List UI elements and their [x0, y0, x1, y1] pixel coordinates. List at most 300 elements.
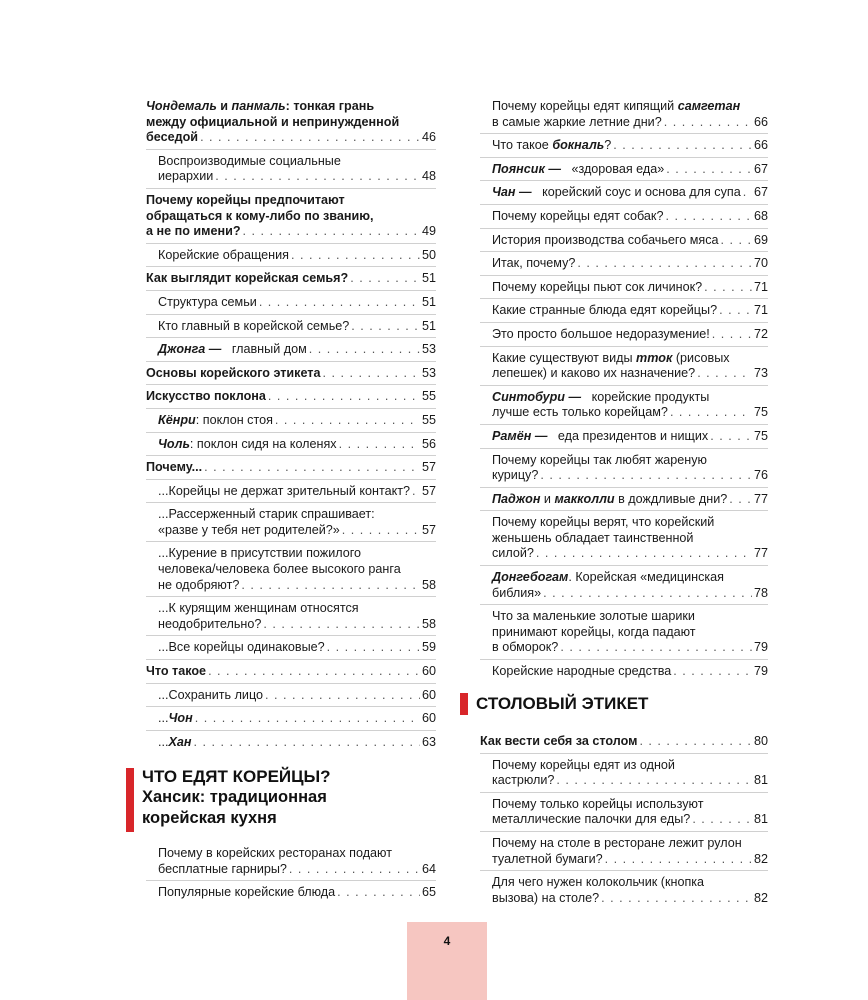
dot-leader [265, 688, 420, 704]
toc-entry [480, 566, 768, 605]
dot-leader [322, 366, 420, 382]
dot-leader [639, 734, 752, 750]
toc-page-number: 81 [753, 773, 768, 788]
toc-entry [146, 338, 436, 362]
toc-entry-text: Искусство поклона [146, 389, 266, 404]
section-subtitle-line-1: Хансик: традиционная [142, 788, 327, 806]
toc-page-number: 57 [421, 483, 436, 498]
toc-page-number: 57 [421, 522, 436, 537]
toc-entry-line [158, 640, 436, 656]
toc-entry-line [146, 389, 436, 405]
toc-entry [146, 480, 436, 504]
toc-entry-text: Это просто большое недоразумение! [492, 326, 710, 341]
toc-entry-text: Почему корейцы так любят жареную [492, 452, 707, 467]
toc-entry-line [492, 640, 768, 656]
toc-entry [146, 684, 436, 708]
toc-page-number: 78 [753, 585, 768, 600]
dot-leader [350, 271, 420, 287]
toc-entry-text: «здоровая еда» [560, 161, 665, 176]
toc-entry [146, 362, 436, 386]
toc-entry-text: лепешек) и каково их назначение? [492, 366, 696, 381]
dot-leader [200, 130, 420, 146]
toc-entry [146, 409, 436, 433]
dot-leader [719, 303, 752, 319]
toc-entry-line [146, 209, 436, 225]
toc-entry-line [158, 319, 436, 335]
toc-entry [146, 267, 436, 291]
dot-leader [692, 812, 752, 828]
toc-entry-line [158, 507, 436, 523]
dot-leader [556, 773, 752, 789]
toc-entry-text: женьшень обладает таинственной [492, 530, 694, 545]
toc-entry-text: Почему корейцы едят кипящий [492, 99, 678, 113]
toc-entry-text: Почему корейцы пьют сок личинок? [492, 279, 703, 294]
dot-leader [339, 437, 420, 453]
dot-leader [729, 492, 752, 508]
toc-entry-line [492, 836, 768, 852]
toc-entry-text: самгетан [677, 99, 741, 113]
section-marker [460, 693, 468, 715]
toc-entry-text: вызова) на столе? [492, 890, 600, 905]
section-marker [126, 768, 134, 832]
toc-entry-line [492, 185, 768, 201]
dot-leader [673, 664, 752, 680]
toc-entry [146, 731, 436, 754]
toc-entry-line [492, 115, 768, 131]
toc-entry-text: Почему на столе в ресторане лежит рулон [492, 835, 742, 850]
toc-entry-text: кастрюли? [492, 773, 555, 788]
dot-leader [263, 617, 420, 633]
toc-entry-text: металлические палочки для еды? [492, 812, 691, 827]
toc-entry [480, 386, 768, 425]
toc-entry [146, 542, 436, 597]
toc-entry [146, 597, 436, 636]
toc-entry-line [158, 342, 436, 358]
dot-leader [309, 342, 420, 358]
toc-entry-text: в самые жаркие летние дни? [492, 114, 662, 129]
toc-entry-line [492, 138, 768, 154]
toc-page-number: 58 [421, 616, 436, 631]
dot-leader [613, 138, 752, 154]
toc-page-number: 82 [753, 890, 768, 905]
toc-entry [480, 832, 768, 871]
toc-entry-text: Чан — [492, 185, 532, 200]
toc-entry-line [146, 664, 436, 680]
toc-entry-line [492, 664, 768, 680]
dot-leader [721, 233, 752, 249]
toc-page-number: 53 [421, 365, 436, 380]
toc-page-number: 75 [753, 428, 768, 443]
toc-entry-line [492, 256, 768, 272]
toc-entry-line [492, 99, 768, 115]
toc-entry-line [146, 99, 436, 115]
toc-table-list [480, 730, 768, 909]
dot-leader [208, 664, 420, 680]
toc-entry-line [492, 609, 768, 625]
toc-entry-line [492, 233, 768, 249]
toc-entry-line [492, 515, 768, 531]
toc-entry-text: : тонкая грань [285, 99, 375, 113]
dot-leader [289, 862, 420, 878]
toc-entry-line [158, 562, 436, 578]
dot-leader [327, 640, 420, 656]
toc-entry-text: Как вести себя за столом [480, 734, 638, 748]
toc-entry-text: Почему корейцы верят, что корейский [492, 515, 715, 530]
toc-entry-text: Что такое [146, 664, 207, 679]
toc-entry-text: библия» [492, 585, 542, 600]
toc-page-number: 49 [421, 224, 436, 239]
toc-entry [146, 881, 436, 904]
dot-leader [712, 327, 752, 343]
dot-leader [194, 735, 420, 751]
dot-leader [536, 546, 752, 562]
toc-entry-text: Синтобури — [492, 389, 582, 404]
toc-page-number: 72 [753, 326, 768, 341]
toc-entry-line [492, 773, 768, 789]
toc-entry-line [492, 303, 768, 319]
toc-entry-line [158, 617, 436, 633]
toc-entry-line [480, 734, 768, 750]
toc-entry-text: еда президентов и нищих [547, 428, 709, 443]
toc-entry-text: : поклон стоя [195, 412, 273, 427]
toc-entry-text: между официальной и непринужденной [146, 114, 400, 129]
dot-leader [704, 280, 752, 296]
toc-entry [146, 385, 436, 409]
toc-entry-line [492, 405, 768, 421]
toc-entry-text: курицу? [492, 468, 539, 483]
toc-entry-text: Для чего нужен колокольчик (кнопка [492, 875, 705, 890]
toc-entry-line [492, 570, 768, 586]
toc-page-number: 60 [421, 687, 436, 702]
toc-entry [480, 323, 768, 347]
toc-entry [146, 433, 436, 457]
toc-entry-line [158, 295, 436, 311]
toc-entry [480, 660, 768, 683]
dot-leader [664, 115, 752, 131]
toc-entry-line [158, 413, 436, 429]
dot-leader [259, 295, 420, 311]
toc-entry-line [158, 154, 436, 170]
dot-leader [710, 429, 752, 445]
dot-leader [540, 468, 752, 484]
toc-entry-text: Воспроизводимые социальные [158, 153, 341, 168]
toc-entry-text: бокналь [552, 138, 605, 153]
toc-entry-line [492, 162, 768, 178]
toc-entry [146, 660, 436, 684]
toc-column-left [146, 97, 436, 753]
toc-page-number: 71 [753, 303, 768, 318]
dot-leader [215, 169, 420, 185]
toc-entry [480, 347, 768, 386]
toc-page-number: 66 [753, 138, 768, 153]
toc-entry [146, 636, 436, 660]
toc-entry-line [158, 437, 436, 453]
section-title: ЧТО ЕДЯТ КОРЕЙЦЫ? [142, 767, 331, 786]
toc-entry-text: в обморок? [492, 640, 559, 655]
toc-page-number: 59 [421, 640, 436, 655]
toc-entry-line [158, 523, 436, 539]
toc-entry-text: ...Корейцы не держат зрительный контакт? [158, 483, 411, 498]
toc-entry-line [492, 492, 768, 508]
toc-entry-text: Основы корейского этикета [146, 365, 321, 380]
toc-entry [146, 456, 436, 480]
toc-entry-line [492, 546, 768, 562]
toc-entry-line [492, 209, 768, 225]
toc-entry-line [492, 468, 768, 484]
toc-entry-line [492, 625, 768, 641]
toc-entry [146, 503, 436, 542]
toc-entry-text: ? [604, 138, 612, 153]
dot-leader [543, 586, 752, 602]
toc-entry-line [146, 460, 436, 476]
toc-page-number: 56 [421, 436, 436, 451]
toc-entry [480, 730, 768, 754]
toc-entry-line [492, 453, 768, 469]
toc-entry-text: Почему корейцы едят из одной [492, 757, 675, 772]
toc-entry [146, 707, 436, 731]
toc-entry-text: Как выглядит корейская семья? [146, 271, 349, 286]
toc-entry-text: и [216, 99, 232, 113]
toc-entry [480, 252, 768, 276]
toc-entry-text: ...Сохранить лицо [158, 687, 264, 702]
toc-entry-text: корейский соус и основа для супа [531, 185, 741, 200]
toc-page-number: 60 [421, 711, 436, 726]
toc-entry-line [492, 812, 768, 828]
toc-entry-text: «разве у тебя нет родителей?» [158, 522, 340, 537]
toc-entry-line [492, 875, 768, 891]
dot-leader [670, 405, 752, 421]
toc-page-number: 64 [421, 861, 436, 876]
dot-leader [241, 578, 420, 594]
toc-entry [480, 134, 768, 158]
toc-entry [146, 315, 436, 339]
toc-entry-text: Кёнри [158, 412, 196, 427]
toc-entry-text: Что за маленькие золотые шарики [492, 609, 695, 624]
toc-page-number: 67 [753, 185, 768, 200]
toc-entry-line [146, 224, 436, 240]
toc-entry-text: Паджон [492, 491, 541, 506]
toc-entry-text: туалетной бумаги? [492, 851, 603, 866]
toc-food-list [146, 842, 436, 904]
toc-page-number: 77 [753, 491, 768, 506]
toc-page-number: 51 [421, 294, 436, 309]
toc-entry-text: панмаль [231, 99, 286, 113]
toc-entry-line [158, 862, 436, 878]
dot-leader [291, 248, 420, 264]
toc-page-number: 73 [753, 366, 768, 381]
toc-entry-text: и [540, 491, 555, 506]
toc-page-number: 71 [753, 279, 768, 294]
toc-entry [146, 150, 436, 189]
toc-entry-text: Почему в корейских ресторанах подают [158, 846, 392, 860]
toc-entry-text: Корейские обращения [158, 247, 289, 262]
dot-leader [342, 523, 420, 539]
toc-entry-text: неодобрительно? [158, 616, 262, 631]
toc-entry-text: Поянсик — [492, 161, 561, 176]
toc-entry-line [146, 193, 436, 209]
dot-leader [666, 162, 752, 178]
toc-entry [480, 871, 768, 909]
toc-page-number: 58 [421, 577, 436, 592]
toc-entry-line [158, 601, 436, 617]
toc-entry [480, 158, 768, 182]
toc-entry-line [158, 846, 436, 862]
toc-page-number: 65 [421, 885, 436, 900]
toc-page-number: 63 [421, 734, 436, 749]
toc-entry-line [158, 885, 436, 901]
toc-entry [146, 244, 436, 268]
dot-leader [243, 224, 420, 240]
toc-entry-text: Почему корейцы предпочитают [146, 192, 345, 207]
toc-entry-text: главный дом [221, 342, 307, 357]
toc-entry-text: обращаться к кому-либо по званию, [146, 208, 374, 223]
toc-entry-text: Что такое [492, 138, 553, 153]
section-title: СТОЛОВЫЙ ЭТИКЕТ [476, 694, 649, 713]
toc-entry-text: Почему... [146, 460, 203, 475]
toc-entry-text: не одобряют? [158, 577, 240, 592]
toc-page-number: 75 [753, 405, 768, 420]
dot-leader [337, 885, 420, 901]
toc-entry [480, 97, 768, 134]
toc-entry-text: силой? [492, 546, 534, 561]
toc-entry-text: бесплатные гарниры? [158, 861, 287, 876]
toc-entry-text: Какие существуют виды [492, 350, 637, 365]
toc-entry-text: Почему корейцы едят собак? [492, 208, 664, 223]
toc-entry-text: Рамён — [492, 428, 548, 443]
toc-entry-text: Популярные корейские блюда [158, 885, 336, 900]
toc-page-number: 76 [753, 468, 768, 483]
toc-entry-line [492, 797, 768, 813]
dot-leader [605, 852, 752, 868]
toc-entry [146, 97, 436, 150]
toc-entry [480, 754, 768, 793]
toc-entry-line [492, 280, 768, 296]
toc-page-number: 79 [753, 640, 768, 655]
toc-entry-line [146, 115, 436, 131]
toc-entry-text: Донгебогам [492, 570, 569, 585]
toc-entry-text: иерархии [158, 169, 214, 184]
dot-leader [268, 389, 420, 405]
toc-page-number: 77 [753, 546, 768, 561]
toc-page-number: 79 [753, 664, 768, 679]
toc-entry-text: человека/человека более высокого ранга [158, 562, 401, 577]
toc-entry-text: Какие странные блюда едят корейцы? [492, 303, 718, 318]
section-heading-food [126, 766, 331, 829]
toc-entry-line [158, 735, 436, 751]
toc-entry [480, 793, 768, 832]
toc-page-number: 46 [421, 130, 436, 145]
toc-page-number: 55 [421, 412, 436, 427]
toc-entry-text: Чондемаль [146, 99, 217, 113]
toc-entry-line [158, 484, 436, 500]
toc-entry-text: корейские продукты [581, 389, 710, 404]
toc-entry-text: Почему только корейцы используют [492, 796, 704, 811]
toc-entry-text: беседой [146, 130, 199, 145]
toc-entry-text: ...Курение в присутствии пожилого [158, 546, 362, 561]
toc-entry-line [146, 130, 436, 146]
toc-entry [480, 229, 768, 253]
toc-page-number: 50 [421, 247, 436, 262]
toc-entry [480, 449, 768, 488]
toc-entry-text: Структура семьи [158, 294, 257, 309]
toc-entry-text: макколли [554, 491, 615, 506]
toc-entry [146, 189, 436, 244]
toc-entry-line [146, 366, 436, 382]
dot-leader [601, 891, 752, 907]
toc-entry-line [492, 390, 768, 406]
toc-entry-line [492, 366, 768, 382]
dot-leader [275, 413, 420, 429]
toc-page-number: 68 [753, 208, 768, 223]
toc-page-number: 60 [421, 664, 436, 679]
toc-entry [480, 181, 768, 205]
toc-entry-text: Итак, почему? [492, 256, 576, 271]
toc-page-number: 67 [753, 161, 768, 176]
page-number-tab [407, 922, 487, 1000]
dot-leader [743, 185, 752, 201]
toc-entry-line [158, 711, 436, 727]
dot-leader [204, 460, 420, 476]
toc-entry-line [158, 578, 436, 594]
toc-entry-text: (рисовых [672, 350, 730, 365]
page-number: 4 [443, 934, 451, 948]
toc-entry-text: ... [158, 711, 169, 726]
toc-entry-text: : поклон сидя на коленях [189, 436, 337, 451]
toc-entry-line [492, 852, 768, 868]
toc-entry-text: Чоль [158, 436, 190, 451]
toc-entry-text: Кто главный в корейской семье? [158, 318, 350, 333]
toc-entry-text: Джонга — [158, 342, 222, 357]
toc-entry-text: в дождливые дни? [614, 491, 728, 506]
dot-leader [697, 366, 752, 382]
toc-entry-line [492, 351, 768, 367]
toc-entry-line [158, 688, 436, 704]
dot-leader [560, 640, 752, 656]
toc-page-number: 69 [753, 232, 768, 247]
toc-entry [480, 205, 768, 229]
toc-entry-text: принимают корейцы, когда падают [492, 624, 696, 639]
toc-page-number: 66 [753, 114, 768, 129]
toc-entry-text: ...Рассерженный старик спрашивает: [158, 507, 375, 522]
section-heading-table-etiquette [460, 693, 648, 714]
toc-entry-line [492, 531, 768, 547]
dot-leader [351, 319, 420, 335]
toc-entry [146, 291, 436, 315]
toc-entry [146, 842, 436, 881]
toc-entry-text: ... [158, 734, 169, 749]
toc-page-number: 55 [421, 389, 436, 404]
toc-entry-text: Хан [168, 734, 192, 749]
toc-entry [480, 276, 768, 300]
toc-entry-text: а не по имени? [146, 224, 241, 239]
toc-entry-line [158, 546, 436, 562]
toc-entry-line [158, 248, 436, 264]
toc-page-number: 51 [421, 318, 436, 333]
section-subtitle-line-2: корейская кухня [142, 809, 277, 827]
toc-page-number: 82 [753, 851, 768, 866]
toc-entry-line [146, 271, 436, 287]
toc-entry [480, 425, 768, 449]
toc-page-number: 81 [753, 812, 768, 827]
toc-entry-line [492, 327, 768, 343]
toc-page-number: 51 [421, 271, 436, 286]
toc-entry-text: . Корейская «медицинская [568, 570, 724, 585]
toc-entry-text: Корейские народные средства [492, 664, 672, 679]
toc-entry-text: лучше есть только корейцам? [492, 405, 668, 420]
toc-entry-line [158, 169, 436, 185]
toc-page-number: 70 [753, 256, 768, 271]
toc-entry-line [492, 891, 768, 907]
